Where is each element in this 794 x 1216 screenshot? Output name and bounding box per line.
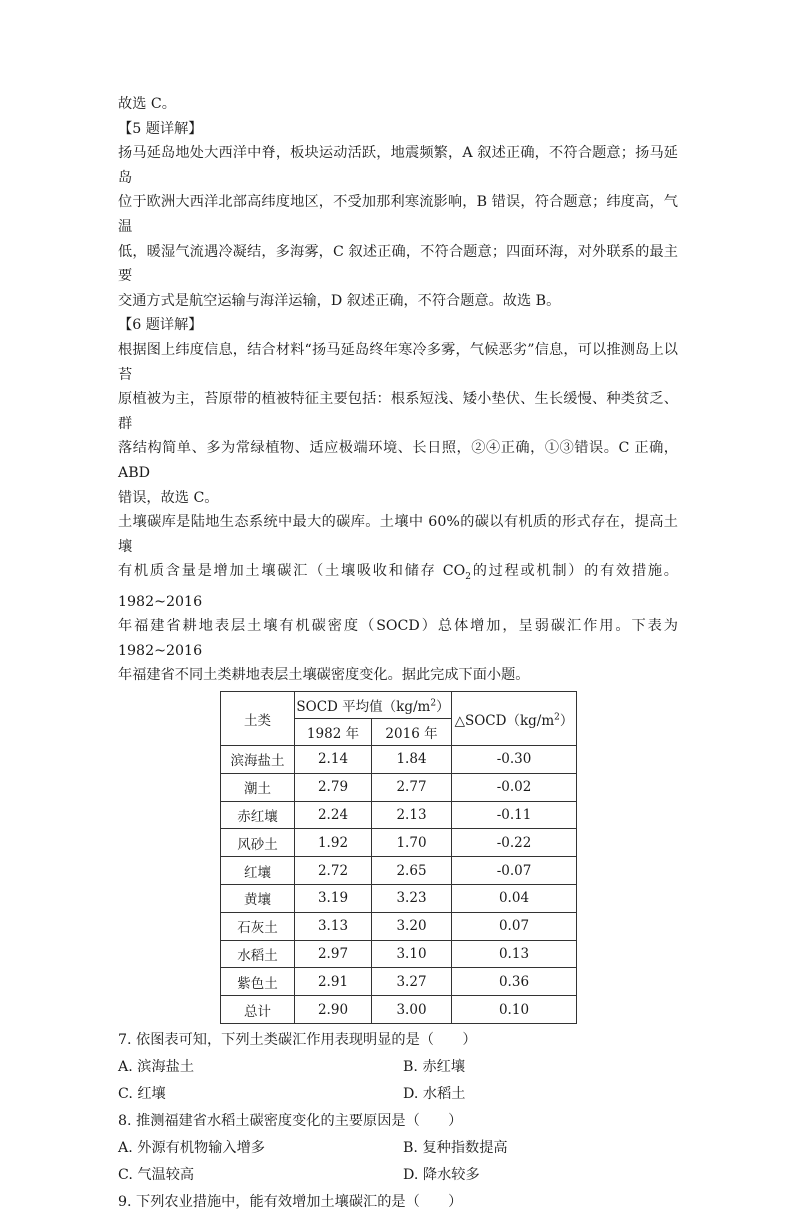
header-socd-average: SOCD 平均值$(kg/m^2)$ <box>295 692 452 719</box>
socd-2016-cell: 1.84 <box>372 746 452 774</box>
soil-cell: 红壤 <box>221 857 295 885</box>
header-soil-type: 土类 <box>221 692 295 746</box>
header-year-2016: 2016 年 <box>372 719 452 746</box>
delta-socd-cell: 0.10 <box>452 996 577 1024</box>
table-row <box>221 829 577 857</box>
socd-1982-cell: 2.91 <box>295 968 372 996</box>
soil-cell: 水稻土 <box>221 940 295 968</box>
socd-2016-cell: 2.77 <box>372 773 452 801</box>
socd-1982-cell: 2.79 <box>295 773 372 801</box>
delta-socd-cell: 0.36 <box>452 968 577 996</box>
socd-2016-cell: 3.27 <box>372 968 452 996</box>
previous-answer: 故选 C。 <box>118 96 176 112</box>
q8-option-b[interactable]: B. 复种指数提高 <box>403 1140 508 1157</box>
header-delta-socd: $\triangle SOCD(kg/m^2)$ <box>452 692 577 746</box>
q7-options-row-1 <box>118 1054 678 1081</box>
q9-stem: 9. 下列农业措施中，能有效增加土壤碳汇的是（ ） <box>118 1194 463 1211</box>
socd-1982-cell: 2.97 <box>295 940 372 968</box>
delta-socd-cell: 0.07 <box>452 912 577 940</box>
q6-line-4: 错误，故选 C。 <box>118 489 219 506</box>
material-line-1: 土壤碳库是陆地生态系统中最大的碳库。土壤中 60%的碳以有机质的形式存在，提高土壤 <box>118 514 678 555</box>
delta-socd-cell: 0.04 <box>452 885 577 913</box>
q5-line-1: 扬马延岛地处大西洋中脊，板块运动活跃，地震频繁，A 叙述正确，不符合题意；扬马延岛 <box>118 145 678 186</box>
socd-2016-cell: 3.10 <box>372 940 452 968</box>
q7-options-row-2 <box>118 1081 678 1108</box>
soil-cell: 赤红壤 <box>221 801 295 829</box>
q8-options-row-1 <box>118 1135 678 1162</box>
q5-line-4: 交通方式是航空运输与海洋运输，D 叙述正确，不符合题意。故选 B。 <box>118 292 561 309</box>
q5-line-2: 位于欧洲大西洋北部高纬度地区，不受加那利寒流影响，B 错误，符合题意；纬度高，气温 <box>118 194 678 235</box>
q6-line-1: 根据图上纬度信息，结合材料“扬马延岛终年寒冷多雾，气候恶劣”信息，可以推测岛上以苔 <box>118 341 678 383</box>
q7-option-c[interactable]: C. 红壤 <box>118 1086 166 1103</box>
delta-socd-cell: -0.02 <box>452 773 577 801</box>
q5-heading: 【5 题详解】 <box>118 120 203 137</box>
q8-option-d[interactable]: D. 降水较多 <box>403 1167 480 1184</box>
socd-1982-cell: 2.14 <box>295 746 372 774</box>
document-page <box>118 92 678 1216</box>
material-line-3: 年福建省耕地表层土壤有机碳密度（SOCD）总体增加，呈弱碳汇作用。下表为 1982~2016 <box>118 618 678 659</box>
material-line-2: 有机质含量是增加土壤碳汇（土壤吸收和储存 $CO_2$的过程或机制）的有效措施。1982~2016 <box>118 563 678 610</box>
socd-2016-cell: 1.70 <box>372 829 452 857</box>
delta-socd-cell: 0.13 <box>452 940 577 968</box>
q5-line-3: 低，暖湿气流遇冷凝结，多海雾，C 叙述正确，不符合题意；四面环海，对外联系的最主要 <box>118 243 678 285</box>
socd-table <box>220 691 577 1024</box>
socd-1982-cell: 1.92 <box>295 829 372 857</box>
table-row <box>221 801 577 829</box>
q7-option-b[interactable]: B. 赤红壤 <box>403 1059 466 1076</box>
soil-cell: 总计 <box>221 996 295 1024</box>
table-row <box>221 746 577 774</box>
material-line-4: 年福建省不同土类耕地表层土壤碳密度变化。据此完成下面小题。 <box>118 667 530 684</box>
q7-stem: 7. 依图表可知，下列土类碳汇作用表现明显的是（ ） <box>118 1032 477 1049</box>
table-row <box>221 885 577 913</box>
soil-cell: 潮土 <box>221 773 295 801</box>
socd-2016-cell: 2.13 <box>372 801 452 829</box>
q6-line-3: 落结构简单、多为常绿植物、适应极端环境、长日照，②④正确，①③错误。C 正确，ABD <box>118 440 678 481</box>
table-row <box>221 996 577 1024</box>
table-row <box>221 857 577 885</box>
delta-socd-cell: -0.30 <box>452 746 577 774</box>
q6-line-2: 原植被为主，苔原带的植被特征主要包括：根系短浅、矮小垫伏、生长缓慢、种类贫乏、群 <box>118 391 678 432</box>
table-row <box>221 940 577 968</box>
delta-socd-cell: -0.22 <box>452 829 577 857</box>
soil-cell: 石灰土 <box>221 912 295 940</box>
q6-heading: 【6 题详解】 <box>118 317 203 334</box>
q8-options-row-2 <box>118 1162 678 1189</box>
q8-stem: 8. 推测福建省水稻土碳密度变化的主要原因是（ ） <box>118 1113 463 1130</box>
socd-1982-cell: 3.19 <box>295 885 372 913</box>
socd-2016-cell: 2.65 <box>372 857 452 885</box>
table-row <box>221 912 577 940</box>
socd-2016-cell: 3.23 <box>372 885 452 913</box>
delta-socd-cell: -0.11 <box>452 801 577 829</box>
header-year-1982: 1982 年 <box>295 719 372 746</box>
socd-1982-cell: 2.24 <box>295 801 372 829</box>
q7-option-d[interactable]: D. 水稻土 <box>403 1086 466 1103</box>
socd-1982-cell: 2.72 <box>295 857 372 885</box>
table-header-row <box>221 692 577 719</box>
soil-cell: 黄壤 <box>221 885 295 913</box>
socd-2016-cell: 3.20 <box>372 912 452 940</box>
delta-socd-cell: -0.07 <box>452 857 577 885</box>
soil-cell: 滨海盐土 <box>221 746 295 774</box>
table-row <box>221 773 577 801</box>
socd-1982-cell: 3.13 <box>295 912 372 940</box>
q7-option-a[interactable]: A. 滨海盐土 <box>118 1059 195 1076</box>
q8-option-c[interactable]: C. 气温较高 <box>118 1167 195 1184</box>
q8-option-a[interactable]: A. 外源有机物输入增多 <box>118 1140 265 1157</box>
socd-2016-cell: 3.00 <box>372 996 452 1024</box>
soil-cell: 紫色土 <box>221 968 295 996</box>
socd-1982-cell: 2.90 <box>295 996 372 1024</box>
soil-cell: 风砂土 <box>221 829 295 857</box>
table-row <box>221 968 577 996</box>
